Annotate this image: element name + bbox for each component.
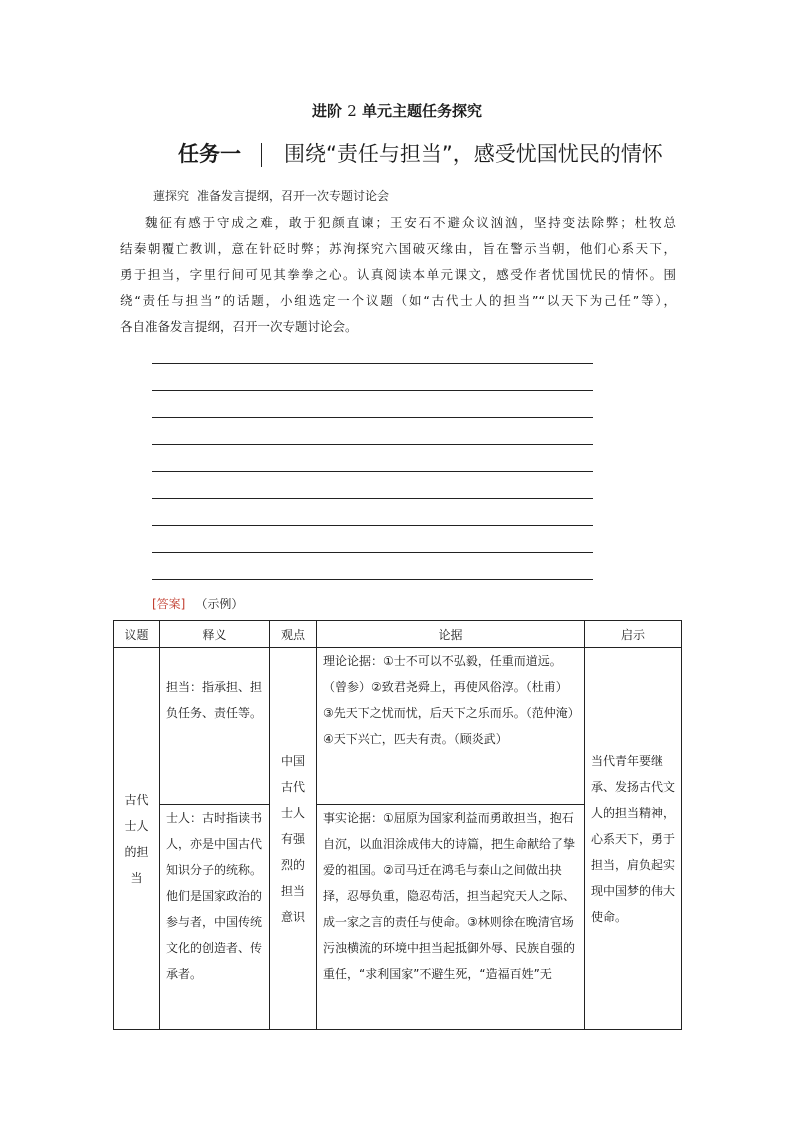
task-title: 围绕“责任与担当”，感受忧国忧民的情怀 xyxy=(284,142,663,166)
section-number: 2 xyxy=(347,102,357,120)
viewpoint-cell xyxy=(270,648,317,1030)
section-title: 单元主题任务探究 xyxy=(362,102,483,120)
writing-line[interactable] xyxy=(152,444,593,445)
task-divider xyxy=(261,143,262,167)
definition-text-2: 士人：古时指读书人，亦是中国古代知识分子的统称。他们是国家政治的参与者，中国传统文化的创造者、传承者。 xyxy=(166,811,263,981)
header-viewpoint: 观点 xyxy=(270,621,317,648)
intro-line: 结秦朝覆亡教训，意在针砭时弊；苏洵探究六国破灭缘由，旨在警示当朝，他们心系天下， xyxy=(120,241,676,256)
writing-line[interactable] xyxy=(152,471,593,472)
evidence-theory-cell xyxy=(317,648,585,805)
evidence-theory-text: 理论论据：①士不可以不弘毅，任重而道远。（曾参）②致君尧舜上，再使风俗淳。（杜甫）③先天下之忧而忧，后天下之乐而乐。（范仲淹）④天下兴亡，匹夫有责。（顾炎武） xyxy=(323,654,574,746)
definition-cell-1 xyxy=(160,648,270,805)
evidence-fact-text: 事实论据：①屈原为国家利益而勇敢担当，抱石自沉，以血泪涂成伟大的诗篇，把生命献给了挚爱的祖国。②司马迁在鸿毛与泰山之间做出抉择，忍辱负重，隐忍苟活，担当起究天人之际、成一家之言的责任与使命。③林则徐在晚清官场污浊横流的环境中担当起抵御外辱、民族自强的重任，“求利国家”不避生死，“造福百姓”无 xyxy=(323,811,576,981)
answer-tag: [答案] xyxy=(152,597,186,611)
activity-title: 准备发言提纲，召开一次专题讨论会 xyxy=(197,189,390,203)
answer-table xyxy=(113,620,682,1030)
section-heading xyxy=(0,100,794,121)
writing-line[interactable] xyxy=(152,525,593,526)
writing-line[interactable] xyxy=(152,363,593,364)
answer-note: （示例） xyxy=(195,597,244,611)
topic-cell xyxy=(114,648,160,1030)
header-insight: 启示 xyxy=(585,621,682,648)
viewpoint-text: 中国古代士人有强烈的担当意识 xyxy=(280,753,305,924)
activity-heading xyxy=(153,187,389,204)
writing-line[interactable] xyxy=(152,498,593,499)
intro-line: 魏征有感于守成之难，敢于犯颜直谏；王安石不避众议汹汹，坚持变法除弊；杜牧总 xyxy=(145,215,676,230)
header-definition: 释义 xyxy=(160,621,270,648)
task-heading xyxy=(178,138,663,168)
task-label: 任务一 xyxy=(178,142,241,166)
writing-line[interactable] xyxy=(152,552,593,553)
definition-text-1: 担当：指承担、担负任务、责任等。 xyxy=(166,680,263,720)
writing-line[interactable] xyxy=(152,579,593,580)
section-prefix: 进阶 xyxy=(311,102,342,120)
definition-cell-2 xyxy=(160,805,270,1030)
intro-line: 勇于担当，字里行间可见其拳拳之心。认真阅读本单元课文，感受作者忧国忧民的情怀。围 xyxy=(120,267,676,282)
activity-marker: 蓮探究 xyxy=(153,189,190,203)
writing-line[interactable] xyxy=(152,390,593,391)
header-topic: 议题 xyxy=(114,621,160,648)
writing-line[interactable] xyxy=(152,417,593,418)
table-header-row xyxy=(114,621,682,648)
answer-label xyxy=(152,595,243,612)
header-evidence: 论据 xyxy=(317,621,585,648)
intro-line: 绕“责任与担当”的话题，小组选定一个议题（如“古代士人的担当”“以天下为己任”等）， xyxy=(120,293,676,308)
topic-text: 古代士人的担当 xyxy=(124,792,149,885)
table-row xyxy=(114,648,682,805)
intro-paragraph xyxy=(120,210,676,340)
evidence-fact-cell xyxy=(317,805,585,1030)
insight-text: 当代青年要继承、发扬古代文人的担当精神，心系天下，勇于担当，肩负起实现中国梦的伟大使命。 xyxy=(591,753,676,924)
insight-cell xyxy=(585,648,682,1030)
intro-line: 各自准备发言提纲，召开一次专题讨论会。 xyxy=(120,319,358,334)
